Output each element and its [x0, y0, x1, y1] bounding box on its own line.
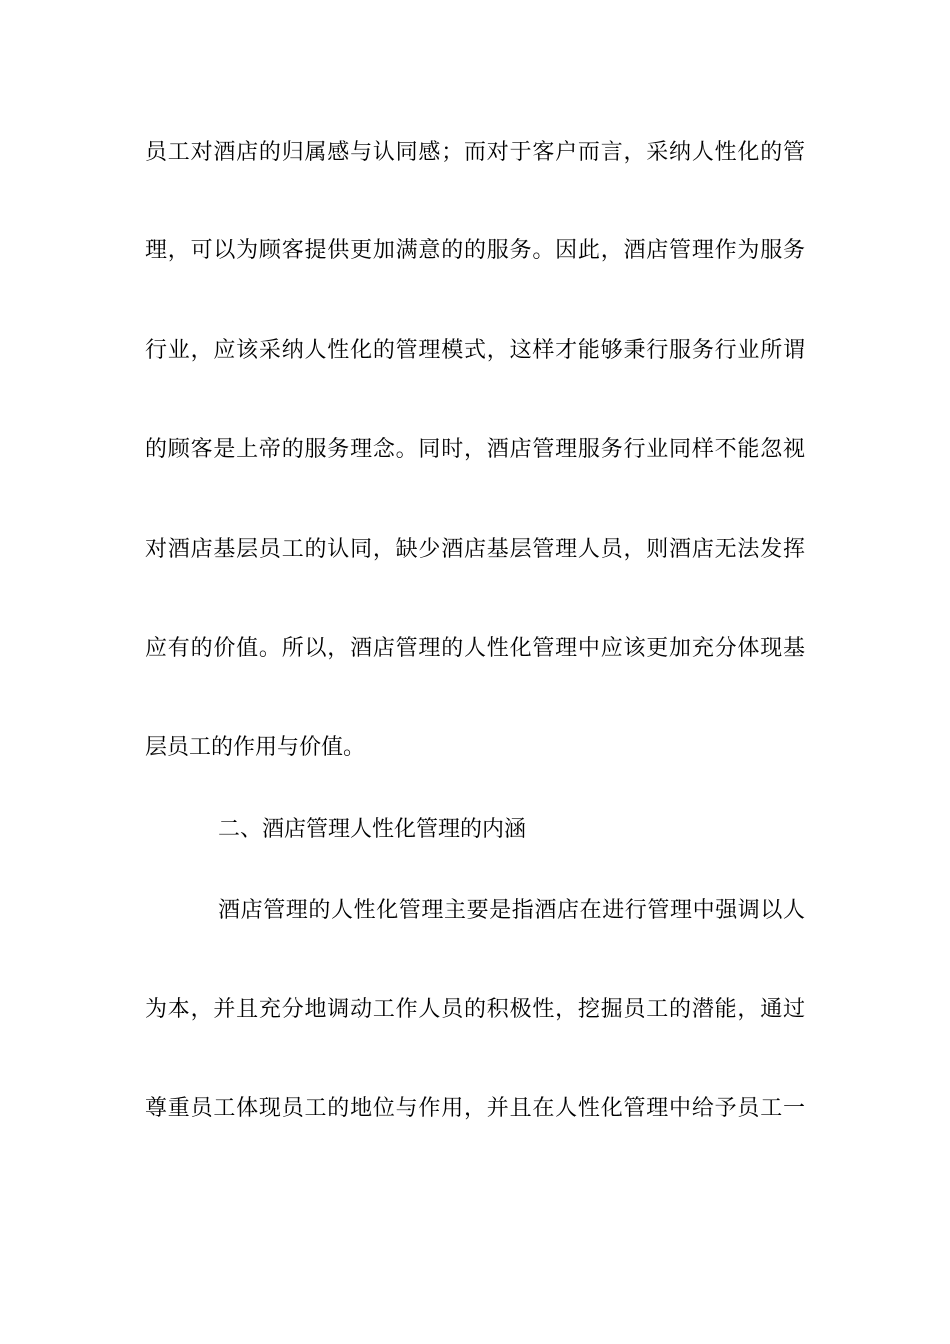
paragraph-line: 员工对酒店的归属感与认同感；而对于客户而言，采纳人性化的管 [145, 140, 805, 165]
paragraph-line: 尊重员工体现员工的地位与作用，并且在人性化管理中给予员工一 [145, 1096, 805, 1121]
paragraph-line: 对酒店基层员工的认同，缺少酒店基层管理人员，则酒店无法发挥 [145, 537, 805, 562]
paragraph-line: 层员工的作用与价值。 [145, 735, 366, 760]
paragraph-line: 为本，并且充分地调动工作人员的积极性，挖掘员工的潜能，通过 [145, 997, 805, 1022]
paragraph-line: 行业，应该采纳人性化的管理模式，这样才能够秉行服务行业所谓 [145, 338, 805, 363]
paragraph-line: 的顾客是上帝的服务理念。同时，酒店管理服务行业同样不能忽视 [145, 437, 805, 462]
paragraph-line: 应有的价值。所以，酒店管理的人性化管理中应该更加充分体现基 [145, 636, 805, 661]
section-heading: 二、酒店管理人性化管理的内涵 [218, 817, 527, 842]
paragraph-line: 酒店管理的人性化管理主要是指酒店在进行管理中强调以人 [218, 898, 805, 923]
paragraph-line: 理，可以为顾客提供更加满意的的服务。因此，酒店管理作为服务 [145, 238, 805, 263]
